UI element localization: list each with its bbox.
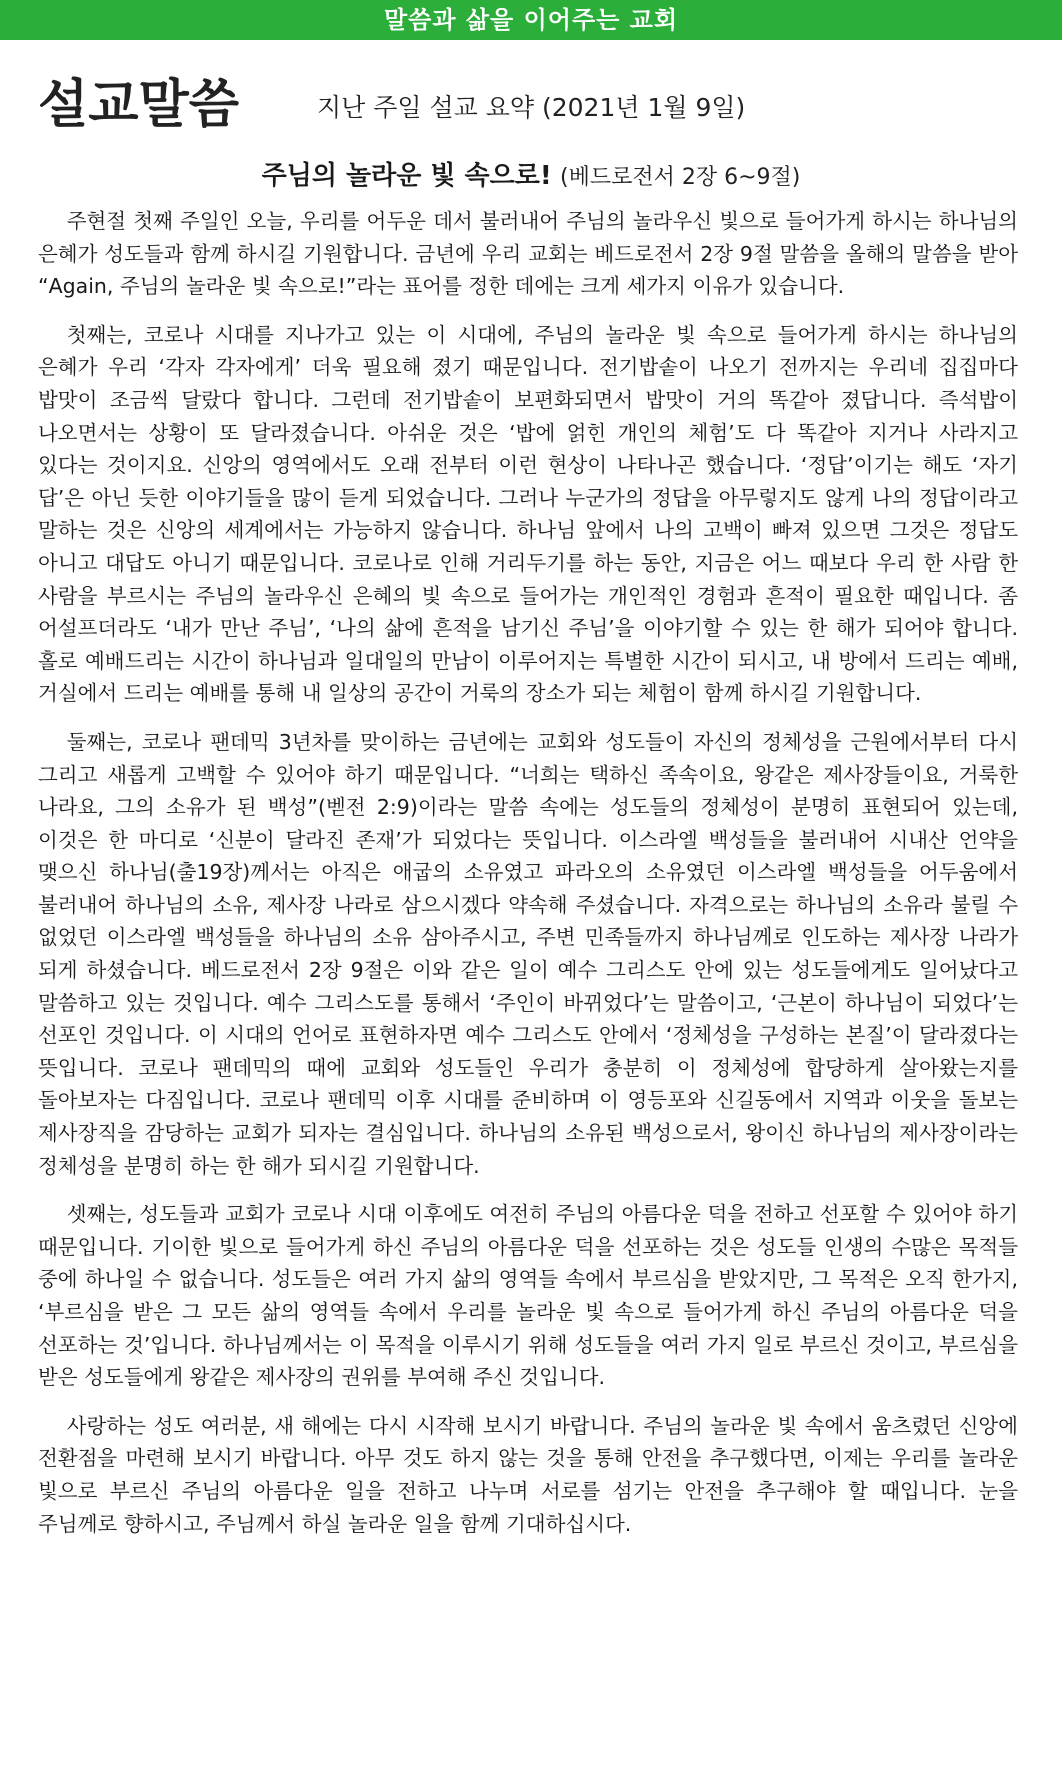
sermon-heading <box>0 158 1062 196</box>
paragraph-intro: 주현절 첫째 주일인 오늘, 우리를 어두운 데서 불러내어 주님의 놀라우신 빛으로 들어가게 하시는 하나님의 은혜가 성도들과 함께 하시길 기원합니다. 금년에 우리 교회는 베드로전서 2장 9절 말씀을 올해의 말씀을 받아 “Again, 주님의 놀라운 빛 속으로!”라는 표어를 정한 데에는 크게 세가지 이유가 있습니다. <box>38 209 1018 299</box>
paragraph-first-reason: 첫째는, 코로나 시대를 지나가고 있는 이 시대에, 주님의 놀라운 빛 속으로 들어가게 하시는 하나님의 은혜가 우리 ‘각자 각자에게’ 더욱 필요해 졌기 때문입니다. 전기밥솥이 나오기 전까지는 우리네 집집마다 밥맛이 조금씩 달랐다 합니다. 그런데 전기밥솥이 보편화되면서 밥맛이 거의 똑같아 졌답니다. 즉석밥이 나오면서는 상황이 또 달라졌습니다. 아쉬운 것은 ‘밥에 얽힌 개인의 체험’도 다 똑같아 지거나 사라지고 있다는 것이지요. 신앙의 영역에서도 오래 전부터 이런 현상이 나타나곤 했습니다. ‘정답’이기는 해도 ‘자기 답’은 아닌 듯한 이야기들을 많이 듣게 되었습니다. 그러나 누군가의 정답을 아무렇지도 않게 나의 정답이라고 말하는 것은 신앙의 세계에서는 가능하지 않습니다. 하나님 앞에서 나의 고백이 빠져 있으면 그것은 정답도 아니고 대답도 아니기 때문입니다. 코로나로 인해 거리두기를 하는 동안, 지금은 어느 때보다 우리 한 사람 한 사람을 부르시는 주님의 놀라우신 은혜의 빛 속으로 들어가는 개인적인 경험과 흔적이 필요한 때입니다. 좀 어설프더라도 ‘내가 만난 주님’, ‘나의 삶에 흔적을 남기신 주님’을 이야기할 수 있는 한 해가 되어야 합니다. 홀로 예배드리는 시간이 하나님과 일대일의 만남이 이루어지는 특별한 시간이 되시고, 내 방에서 드리는 예배, 거실에서 드리는 예배를 통해 내 일상의 공간이 거룩의 장소가 되는 체험이 함께 하시길 기원합니다. <box>38 322 1018 706</box>
sermon-date-subtitle: 지난 주일 설교 요약 (2021년 1월 9일) <box>317 93 746 122</box>
paragraph-closing: 사랑하는 성도 여러분, 새 해에는 다시 시작해 보시기 바랍니다. 주님의 놀라운 빛 속에서 움츠렸던 신앙에 전환점을 마련해 보시기 바랍니다. 아무 것도 하지 않는 것을 통해 안전을 추구했다면, 이제는 우리를 놀라운 빛으로 부르신 주님의 아름다운 일을 전하고 나누며 서로를 섬기는 안전을 추구해야 할 때입니다. 눈을 주님께로 향하시고, 주님께서 하실 놀라운 일을 함께 기대하십시다. <box>38 1413 1018 1536</box>
page-header <box>38 70 1038 140</box>
church-banner: 말씀과 삶을 이어주는 교회 <box>0 0 1062 40</box>
paragraph-third-reason: 셋째는, 성도들과 교회가 코로나 시대 이후에도 여전히 주님의 아름다운 덕을 전하고 선포할 수 있어야 하기 때문입니다. 기이한 빛으로 들어가게 하신 주님의 아름다운 덕을 선포하는 것은 성도들 인생의 수많은 목적들 중에 하나일 수 없습니다. 성도들은 여러 가지 삶의 영역들 속에서 부르심을 받았지만, 그 목적은 오직 한가지, ‘부르심을 받은 그 모든 삶의 영역들 속에서 우리를 놀라운 빛 속으로 들어가게 하신 주님의 아름다운 덕을 선포하는 것’입니다. 하나님께서는 이 목적을 이루시기 위해 성도들을 여러 가지 일로 부르신 것이고, 부르심을 받은 성도들에게 왕같은 제사장의 권위를 부여해 주신 것입니다. <box>38 1202 1018 1390</box>
scripture-reference: (베드로전서 2장 6~9절) <box>560 165 801 190</box>
sermon-body <box>38 205 1018 1556</box>
section-title: 설교말씀 <box>38 74 239 135</box>
paragraph-second-reason: 둘째는, 코로나 팬데믹 3년차를 맞이하는 금년에는 교회와 성도들이 자신의 정체성을 근원에서부터 다시 그리고 새롭게 고백할 수 있어야 하기 때문입니다. “너희는 택하신 족속이요, 왕같은 제사장들이요, 거룩한 나라요, 그의 소유가 된 백성”(벧전 2:9)이라는 말씀 속에는 성도들의 정체성이 분명히 표현되어 있는데, 이것은 한 마디로 ‘신분이 달라진 존재’가 되었다는 뜻입니다. 이스라엘 백성들을 불러내어 시내산 언약을 맺으신 하나님(출19장)께서는 아직은 애굽의 소유였고 파라오의 소유였던 이스라엘 백성들을 어두움에서 불러내어 하나님의 소유, 제사장 나라로 삼으시겠다 약속해 주셨습니다. 자격으로는 하나님의 소유라 불릴 수 없었던 이스라엘 백성들을 하나님의 소유 삼아주시고, 주변 민족들까지 하나님께로 인도하는 제사장 나라가 되게 하셨습니다. 베드로전서 2장 9절은 이와 같은 일이 예수 그리스도 안에 있는 성도들에게도 일어났다고 말씀하고 있는 것입니다. 예수 그리스도를 통해서 ‘주인이 바뀌었다’는 말씀이고, ‘근본이 하나님이 되었다’는 선포인 것입니다. 이 시대의 언어로 표현하자면 예수 그리스도 안에서 ‘정체성을 구성하는 본질’이 달라졌다는 뜻입니다. 코로나 팬데믹의 때에 교회와 성도들인 우리가 충분히 이 정체성에 합당하게 살아왔는지를 돌아보자는 다짐입니다. 코로나 팬데믹 이후 시대를 준비하며 이 영등포와 신길동에서 지역과 이웃을 돌보는 제사장직을 감당하는 교회가 되자는 결심입니다. 하나님의 소유된 백성으로서, 왕이신 하나님의 제사장이라는 정체성을 분명히 하는 한 해가 되시길 기원합니다. <box>38 729 1018 1178</box>
sermon-title: 주님의 놀라운 빛 속으로! <box>261 161 552 191</box>
